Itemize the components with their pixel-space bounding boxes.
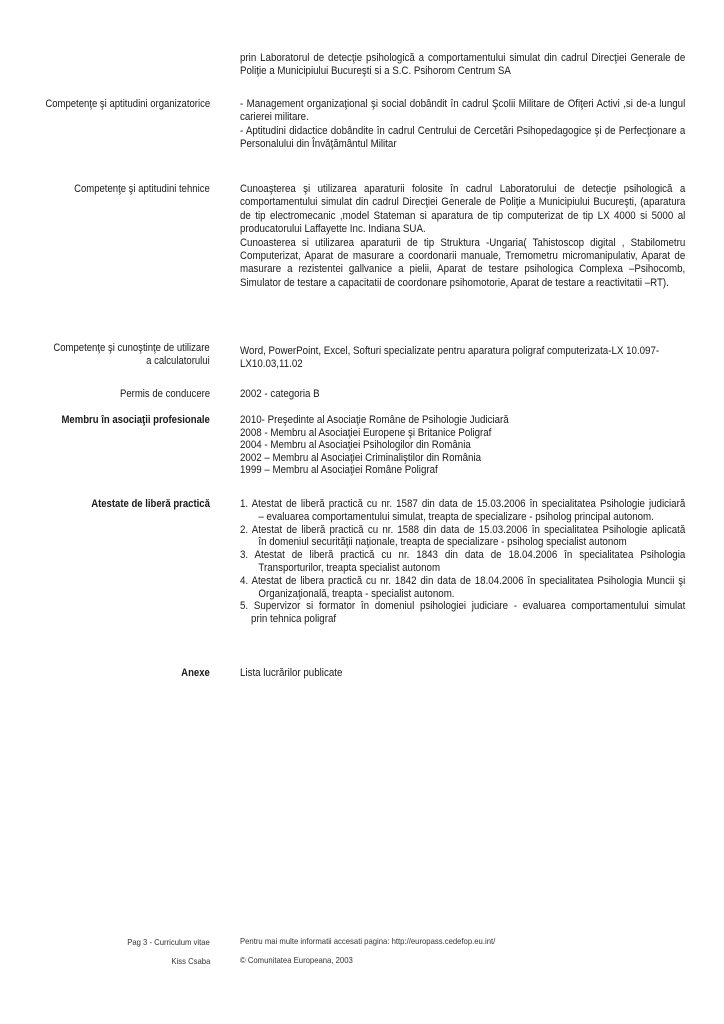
certificate-item [240,498,685,524]
section-content-certificates [240,498,685,626]
certificate-item [240,575,685,601]
computer-text: Word, PowerPoint, Excel, Softuri specializate pentru aparatura poligraf computerizata-LX 10.097-LX10.03,11.02 [240,345,660,371]
certificate-item-continuation: Transporturilor, treapta specialist autonom [258,561,441,574]
section-label-organizational: Competenţe şi aptitudini organizatorice [45,98,210,110]
section-content-technical [240,183,685,290]
continuation-paragraph [240,52,685,79]
footer-copyright: © Comunitatea Europeana, 2003 [240,955,353,965]
organizational-paragraph: - Aptitudini didactice dobândite în cadrul Centrului de Cercetări Psihopedagogice şi de Perfecţionare a Personalului din Învăţământul Militar [240,124,686,151]
certificate-item [240,549,685,575]
certificate-item-continuation: prin tehnica poligraf [251,613,337,626]
section-label-technical: Competenţe şi aptitudini tehnice [74,183,210,195]
technical-paragraph: Cunoaşterea şi utilizarea aparaturii folosite în cadrul Laboratorului de detecţie psihologică a comportamentului simulat din cadrul Direcţiei Generale de Poliţie a Municipiului Bucureşti, (aparatura de tip electromecanic ,model Stateman si aparatura de tip computerizat de tip LX 4000 si 5000 al producatorului Laffayette Inc. Indiana SUA. [240,183,686,236]
certificates-list [240,498,685,626]
annexes-text: Lista lucrărilor publicate [240,667,343,679]
association-item: 2004 - Membru al Asociaţiei Psihologilor din România [240,439,471,452]
association-item: 1999 – Membru al Asociaţiei Române Poligraf [240,464,438,477]
technical-paragraph: Cunoasterea si utilizarea aparaturii de tip Struktura -Ungaria( Tahistoscop digital , Stabilometru Computerizat, Aparat de masurare a coordonarii manuale, Tremometru micromanipulativ, Aparat de masurare a rezistentei gallvanice a pielii, Aparat de testare psihologica Complexa –Psihocomb, Simulator de testare a capacitatii de coordonare psihomotorie, Aparat de testare a reactivitatii –RT). [240,236,686,289]
organizational-paragraph: - Management organizaţional şi social dobândit în cadrul Şcolii Militare de Ofiţeri Activi ,si de-a lungul carierei militare. [240,98,686,124]
footer-info-text: Pentru mai multe informatii accesati pagina: http://europass.cedefop.eu.int/ [240,936,496,946]
continuation-text [240,52,685,79]
section-content-organizational [240,98,685,152]
section-label-driving: Permis de conducere [119,388,210,400]
association-item: 2008 - Membru al Asociaţiei Europene şi Britanice Poligraf [240,426,492,439]
certificate-item-first-line: 5. Supervizor si formator în domeniul psihologiei judiciare - evaluarea comportamentului simulat [240,600,686,613]
footer-author-name: Kiss Csaba [171,956,210,966]
certificate-item-first-line: 1. Atestat de liberă practică cu nr. 1587 din data de 15.03.2006 în specialitatea Psihologie judiciară [240,498,686,510]
association-item: 2010- Preşedinte al Asociaţie Române de Psihologie Judiciară [240,414,509,426]
computer-label-line: a calculatorului [146,355,210,367]
continuation-line: Poliţie a Municipiului Bucureşti si a S.C. Psihorom Centrum SA [240,65,511,78]
certificate-item-continuation: în domeniul securităţii naţionale, treapta de specializare - psiholog specialist autonom [258,536,627,549]
driving-text: 2002 - categoria B [240,388,320,400]
section-content-driving [240,388,685,401]
association-item: 2002 – Membru al Asociaţiei Criminaliştilor din România [240,451,482,464]
section-label-computer [54,342,210,368]
certificate-item-first-line: 2. Atestat de liberă practică cu nr. 1588 din data de 15.03.2006 în specialitatea Psihologie aplicată [240,523,686,536]
footer-page-label: Pag 3 - Curriculum vitae [127,937,210,947]
section-content-annexes [240,667,685,680]
certificate-item-continuation: – evaluarea comportamentului simulat, treapta de specializare - psiholog principal autonom. [258,510,654,523]
continuation-line: prin Laboratorul de detecţie psihologică a comportamentului simulat din cadrul Direcţiei Generale de [240,52,686,64]
section-label-certificates: Atestate de liberă practică [91,498,210,510]
section-content-computer [240,345,685,372]
computer-label-line: Competenţe şi cunoştinţe de utilizare [53,342,210,354]
section-label-associations: Membru în asociaţii profesionale [61,414,210,426]
certificate-item-first-line: 4. Atestat de libera practică cu nr. 1842 din data de 18.04.2006 în specialitatea Psihologia Muncii şi [240,574,686,587]
section-content-associations [240,414,685,477]
certificate-item [240,524,685,550]
certificate-item-first-line: 3. Atestat de liberă practică cu nr. 1843 din data de 18.04.2006 în specialitatea Psihologia [240,549,686,562]
section-label-annexes: Anexe [181,667,210,679]
certificate-item-continuation: Organizaţională, treapta - specialist autonom. [258,587,455,600]
certificate-item [240,600,685,626]
